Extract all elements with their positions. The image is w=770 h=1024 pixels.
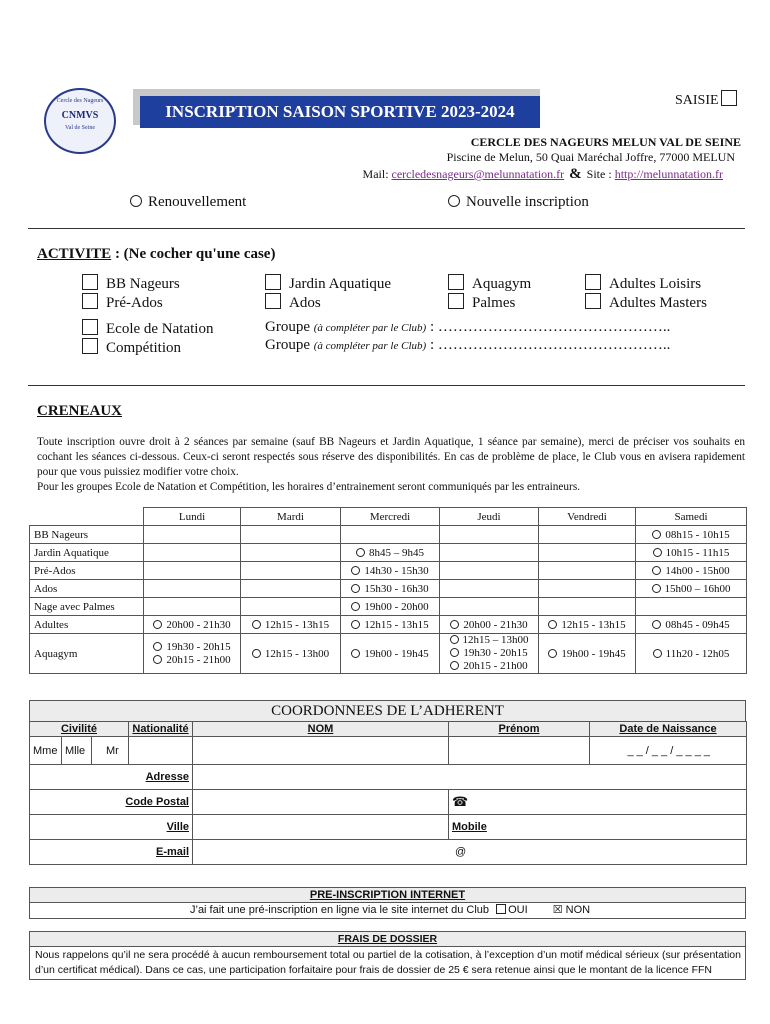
checkbox[interactable]: [82, 319, 98, 335]
preinscription-text: J’ai fait une pré-inscription en ligne via le site internet du Club: [190, 904, 489, 916]
slot-option[interactable]: [345, 565, 435, 577]
slot-cell: [440, 544, 539, 562]
day-label: Mardi: [277, 510, 304, 523]
divider: [28, 228, 745, 229]
radio-icon[interactable]: [652, 584, 661, 593]
slot-cell[interactable]: [539, 616, 636, 634]
schedule-header-row: [30, 508, 747, 526]
ville-label: Ville: [166, 821, 189, 833]
checkbox[interactable]: [82, 274, 98, 290]
activite-col2: [265, 274, 391, 312]
slot-time: 12h15 - 13h15: [364, 618, 429, 631]
email-label: E-mail: [155, 846, 189, 858]
day-label: Mercredi: [369, 510, 411, 523]
slot-time: 20h15 - 21h00: [463, 660, 528, 672]
email-field[interactable]: [193, 840, 747, 865]
slot-cell[interactable]: [341, 562, 440, 580]
slot-cell: [539, 544, 636, 562]
radio-icon[interactable]: [252, 620, 261, 629]
day-header: [241, 508, 341, 526]
schedule-row: [30, 544, 747, 562]
slot-cell[interactable]: [636, 562, 747, 580]
adresse-label: Adresse: [145, 771, 189, 783]
slot-cell[interactable]: [241, 616, 341, 634]
slot-option[interactable]: [543, 619, 631, 631]
checkbox[interactable]: [265, 293, 281, 309]
frais-title: FRAIS DE DOSSIER: [337, 933, 438, 945]
groupe-note: (à compléter par le Club): [313, 322, 427, 334]
mobile-field[interactable]: [449, 815, 747, 840]
activite-row3: [82, 319, 213, 357]
groupe-ecole[interactable]: [265, 319, 670, 337]
activity-competition[interactable]: [82, 338, 213, 357]
slot-cell[interactable]: [341, 580, 440, 598]
slot-cell: [144, 526, 241, 544]
club-address: Piscine de Melun, 50 Quai Maréchal Joffre, 77000 MELUN: [446, 150, 735, 164]
slot-cell: [241, 580, 341, 598]
checkbox[interactable]: [448, 274, 464, 290]
creneaux-p2: Pour les groupes Ecole de Natation et Compétition, les horaires d’entrainement seront communiqués par les entraineurs.: [37, 481, 581, 493]
radio-icon[interactable]: [356, 548, 365, 557]
slot-cell: [539, 562, 636, 580]
activity-label: Aquagym: [472, 276, 532, 292]
slot-time: 19h00 - 20h00: [364, 600, 429, 613]
row-label-text: Jardin Aquatique: [34, 546, 109, 559]
title-banner: [140, 96, 540, 128]
site-link[interactable]: http://melunnatation.fr: [614, 167, 723, 181]
schedule-row: [30, 634, 747, 674]
slot-option[interactable]: [345, 619, 435, 631]
groupe-competition[interactable]: [265, 337, 670, 355]
preinscription-header: [30, 888, 745, 903]
civ-label: Mme: [33, 744, 58, 757]
radio-icon[interactable]: [448, 195, 460, 207]
slot-option[interactable]: [640, 619, 742, 631]
header-nom: NOM: [307, 723, 334, 735]
radio-icon[interactable]: [450, 648, 459, 657]
slot-cell: [440, 580, 539, 598]
row-label: [30, 562, 144, 580]
activity-label: Compétition: [106, 340, 181, 356]
slot-time: 12h15 – 13h00: [462, 634, 529, 646]
slot-option[interactable]: [245, 619, 336, 631]
ville-field[interactable]: [193, 815, 449, 840]
day-label: Samedi: [674, 510, 708, 523]
slot-time: 12h15 - 13h15: [561, 618, 626, 631]
schedule-corner: [30, 508, 144, 526]
slot-cell: [440, 598, 539, 616]
club-logo: [44, 88, 116, 154]
radio-icon[interactable]: [652, 566, 661, 575]
activity-label: Ecole de Natation: [106, 321, 214, 337]
activity-label: Ados: [289, 295, 321, 311]
slot-cell: [241, 598, 341, 616]
slot-cell[interactable]: [440, 634, 539, 674]
date-placeholder: _ _ / _ _ / _ _ _ _: [627, 744, 710, 757]
row-label: [30, 544, 144, 562]
activite-col3: [448, 274, 531, 312]
slot-time: 12h15 - 13h00: [264, 647, 330, 660]
day-header: [341, 508, 440, 526]
row-label-text: BB Nageurs: [34, 528, 89, 541]
slot-time: 19h00 - 19h45: [561, 647, 626, 660]
slot-option[interactable]: [640, 565, 742, 577]
groupe-dots: : ………………………………………..: [429, 337, 671, 353]
at-sign: @: [455, 846, 467, 858]
radio-icon[interactable]: [351, 620, 360, 629]
nom-field[interactable]: [193, 737, 449, 765]
code-postal-label: Code Postal: [125, 796, 189, 808]
saisie-label: SAISIE: [675, 93, 719, 108]
slot-cell: [144, 580, 241, 598]
radio-icon[interactable]: [652, 530, 661, 539]
slot-cell[interactable]: [144, 634, 241, 674]
frais-header: [30, 932, 745, 947]
slot-time: 8h45 – 9h45: [369, 546, 424, 559]
row-label-text: Adultes: [34, 618, 69, 631]
mail-label: Mail:: [362, 167, 389, 181]
slot-cell[interactable]: [144, 616, 241, 634]
schedule-row: [30, 562, 747, 580]
day-label: Jeudi: [477, 510, 501, 523]
slot-cell[interactable]: [241, 634, 341, 674]
slot-option[interactable]: [444, 647, 534, 660]
slot-time: 19h00 - 19h45: [364, 647, 429, 660]
activity-adultes-loisirs[interactable]: [585, 274, 707, 293]
activity-label: Adultes Loisirs: [609, 276, 702, 292]
activity-label: Jardin Aquatique: [289, 276, 392, 292]
site-label: Site :: [586, 167, 612, 181]
row-label-text: Ados: [34, 582, 58, 595]
renewal-label: Renouvellement: [148, 194, 247, 210]
slot-time: 20h15 - 21h00: [166, 653, 231, 666]
groupe-note: (à compléter par le Club): [313, 340, 427, 352]
row-label: [30, 598, 144, 616]
slot-option[interactable]: [640, 547, 742, 559]
slot-cell: [241, 544, 341, 562]
divider: [28, 385, 745, 386]
slot-cell: [636, 598, 747, 616]
slot-cell[interactable]: [636, 616, 747, 634]
slot-option[interactable]: [148, 654, 236, 667]
saisie[interactable]: [675, 90, 737, 109]
slot-time: 15h00 – 16h00: [664, 582, 731, 595]
radio-icon[interactable]: [351, 649, 360, 658]
groupe-dots: : ………………………………………..: [429, 319, 671, 335]
radio-icon[interactable]: [153, 655, 162, 664]
slot-cell: [144, 598, 241, 616]
saisie-checkbox[interactable]: [721, 90, 737, 106]
adresse-field[interactable]: [193, 765, 747, 790]
coord-title: COORDONNEES DE L’ADHERENT: [271, 703, 504, 719]
page-title: INSCRIPTION SAISON SPORTIVE 2023-2024: [165, 102, 515, 121]
activity-adultes-masters[interactable]: [585, 293, 707, 312]
schedule-row: [30, 580, 747, 598]
row-label: [30, 616, 144, 634]
day-header: [144, 508, 241, 526]
slot-option[interactable]: [345, 648, 435, 660]
creneaux-text: [37, 435, 745, 495]
day-label: Vendredi: [567, 510, 607, 523]
slot-time: 08h45 - 09h45: [665, 618, 730, 631]
header-date: Date de Naissance: [619, 723, 717, 735]
slot-cell[interactable]: [341, 616, 440, 634]
activite-col4: [585, 274, 707, 312]
checkbox[interactable]: [585, 274, 601, 290]
slot-option[interactable]: [640, 529, 742, 541]
radio-icon[interactable]: [653, 548, 662, 557]
slot-cell[interactable]: [341, 634, 440, 674]
activity-bb-nageurs[interactable]: [82, 274, 180, 293]
coord-table: [29, 721, 747, 865]
slot-time: 12h15 - 13h15: [264, 618, 330, 631]
slot-option[interactable]: [543, 648, 631, 660]
slot-cell[interactable]: [341, 598, 440, 616]
slot-cell[interactable]: [440, 616, 539, 634]
row-label-text: Aquagym: [34, 647, 78, 660]
slot-cell[interactable]: [636, 544, 747, 562]
club-name: CERCLE DES NAGEURS MELUN VAL DE SEINE: [470, 135, 741, 149]
radio-icon[interactable]: [351, 566, 360, 575]
coord-title-bar: [29, 700, 746, 722]
prenom-field[interactable]: [449, 737, 590, 765]
slot-option[interactable]: [444, 634, 534, 647]
slot-cell: [440, 562, 539, 580]
activite-subtitle: : (Ne cocher qu'une case): [114, 246, 276, 262]
slot-option[interactable]: [444, 619, 534, 631]
slot-cell: [144, 544, 241, 562]
slot-option[interactable]: [345, 547, 435, 559]
nationalite-field[interactable]: [129, 737, 193, 765]
radio-icon[interactable]: [153, 642, 162, 651]
slot-cell[interactable]: [636, 526, 747, 544]
activity-palmes[interactable]: [448, 293, 531, 312]
row-label: [30, 580, 144, 598]
code-postal-field[interactable]: [193, 790, 449, 815]
activite-heading: [37, 246, 275, 263]
phone-icon: ☎: [452, 794, 469, 809]
non-checkbox[interactable]: ☒: [552, 904, 563, 916]
checkbox[interactable]: [82, 293, 98, 309]
checkbox[interactable]: [448, 293, 464, 309]
slot-cell[interactable]: [539, 634, 636, 674]
activity-ecole-natation[interactable]: [82, 319, 213, 338]
radio-icon[interactable]: [653, 649, 662, 658]
slot-cell: [144, 562, 241, 580]
slot-option[interactable]: [640, 648, 742, 660]
slot-option[interactable]: [345, 601, 435, 613]
slot-cell: [241, 562, 341, 580]
row-label: [30, 526, 144, 544]
day-label: Lundi: [178, 510, 206, 523]
slot-time: 20h00 - 21h30: [166, 618, 231, 631]
slot-cell: [539, 526, 636, 544]
activity-label: BB Nageurs: [106, 276, 180, 292]
slot-time: 20h00 - 21h30: [463, 618, 528, 631]
civ-mme[interactable]: [30, 737, 62, 765]
slot-option[interactable]: [245, 648, 336, 660]
phone-field[interactable]: [449, 790, 747, 815]
day-header: [539, 508, 636, 526]
amp: &: [569, 166, 582, 182]
activity-label: Pré-Ados: [106, 295, 163, 311]
option-new[interactable]: [448, 194, 589, 211]
activity-label: Palmes: [472, 295, 516, 311]
slot-time: 14h00 - 15h00: [665, 564, 730, 577]
mail-link[interactable]: cercledesnageurs@melunnatation.fr: [391, 167, 565, 181]
day-header: [440, 508, 539, 526]
slot-cell: [539, 580, 636, 598]
civ-label: Mr: [106, 744, 119, 757]
groupe-label: Groupe: [265, 319, 310, 335]
slot-cell[interactable]: [636, 634, 747, 674]
row-label-text: Nage avec Palmes: [34, 600, 115, 613]
date-field[interactable]: [590, 737, 747, 765]
logo-text-mid: CNMVS: [61, 110, 99, 121]
preinscription-box: [29, 887, 746, 919]
schedule-row: [30, 598, 747, 616]
schedule-row: [30, 616, 747, 634]
activite-title: ACTIVITE: [37, 246, 112, 262]
slot-option[interactable]: [345, 583, 435, 595]
radio-icon[interactable]: [450, 635, 459, 644]
radio-icon[interactable]: [351, 584, 360, 593]
radio-icon[interactable]: [130, 195, 142, 207]
new-label: Nouvelle inscription: [466, 194, 589, 210]
non-label: NON: [565, 904, 591, 916]
slot-time: 19h30 - 20h15: [463, 647, 528, 659]
checkbox[interactable]: [82, 338, 98, 354]
slot-cell[interactable]: [636, 580, 747, 598]
slot-time: 19h30 - 20h15: [166, 640, 231, 653]
slot-cell: [440, 526, 539, 544]
radio-icon[interactable]: [351, 602, 360, 611]
row-label: [30, 634, 144, 674]
radio-icon[interactable]: [548, 620, 557, 629]
radio-icon[interactable]: [153, 620, 162, 629]
row-label-text: Pré-Ados: [34, 564, 76, 577]
civ-label: Mlle: [65, 744, 86, 757]
contact-line: [363, 166, 723, 183]
oui-label: OUI: [508, 904, 528, 916]
logo-text-top: Cercle des Nageurs: [56, 98, 104, 104]
slot-option[interactable]: [444, 660, 534, 673]
creneaux-title: CRENEAUX: [37, 403, 123, 419]
activity-label: Adultes Masters: [609, 295, 707, 311]
slot-time: 11h20 - 12h05: [665, 647, 730, 660]
activity-aquagym[interactable]: [448, 274, 531, 293]
preinscription-title: PRE-INSCRIPTION INTERNET: [309, 889, 466, 901]
slot-option[interactable]: [148, 619, 236, 631]
day-header: [636, 508, 747, 526]
slot-time: 08h15 - 10h15: [665, 528, 730, 541]
slot-cell: [241, 526, 341, 544]
slot-option[interactable]: [148, 641, 236, 654]
option-renewal[interactable]: [130, 194, 246, 211]
groupe-lines: [265, 319, 670, 355]
slot-cell: [341, 526, 440, 544]
slot-option[interactable]: [640, 583, 742, 595]
radio-icon[interactable]: [652, 620, 661, 629]
header-civilite: Civilité: [60, 723, 98, 735]
activity-ados[interactable]: [265, 293, 391, 312]
header-nationalite: Nationalité: [132, 723, 189, 735]
preinscription-row: [30, 903, 745, 918]
header-prenom: Prénom: [498, 723, 540, 735]
slot-time: 10h15 - 11h15: [665, 546, 730, 559]
groupe-label: Groupe: [265, 337, 310, 353]
creneaux-p1: Toute inscription ouvre droit à 2 séances par semaine (sauf BB Nageurs et Jardin Aquatique, 1 séance par semaine), merci de préciser vos souhaits en cochant les séances ci-dessous. Ceux-ci seront respectés sous réserve des disponibilités. En cas de problème de place, le Club vous en avisera rapidement pour que vous puissiez modifier votre choix.: [37, 436, 745, 478]
civ-mlle[interactable]: [62, 737, 92, 765]
civ-mr[interactable]: [92, 737, 129, 765]
activite-col1: [82, 274, 180, 312]
radio-icon[interactable]: [450, 661, 459, 670]
schedule-table: [29, 507, 747, 674]
logo-text-bottom: Val de Seine: [65, 125, 95, 131]
frais-text: Nous rappelons qu’il ne sera procédé à aucun remboursement total ou partiel de la cotisation, à l’exception d’un motif médical sérieux (sur présentation d’un certificat médical). Dans ce cas, une participation forfaitaire pour frais de dossier de 25 € sera retenue ainsi que le montant de la licence FFN: [35, 949, 741, 976]
checkbox[interactable]: [265, 274, 281, 290]
radio-icon[interactable]: [548, 649, 557, 658]
oui-checkbox[interactable]: [496, 904, 506, 914]
activity-pre-ados[interactable]: [82, 293, 180, 312]
schedule-row: [30, 526, 747, 544]
slot-time: 14h30 - 15h30: [364, 564, 429, 577]
activity-jardin-aquatique[interactable]: [265, 274, 391, 293]
slot-time: 15h30 - 16h30: [364, 582, 429, 595]
radio-icon[interactable]: [450, 620, 459, 629]
mobile-label: Mobile: [452, 821, 487, 833]
checkbox[interactable]: [585, 293, 601, 309]
slot-cell[interactable]: [341, 544, 440, 562]
slot-cell: [539, 598, 636, 616]
radio-icon[interactable]: [252, 649, 261, 658]
frais-box: [29, 931, 746, 980]
